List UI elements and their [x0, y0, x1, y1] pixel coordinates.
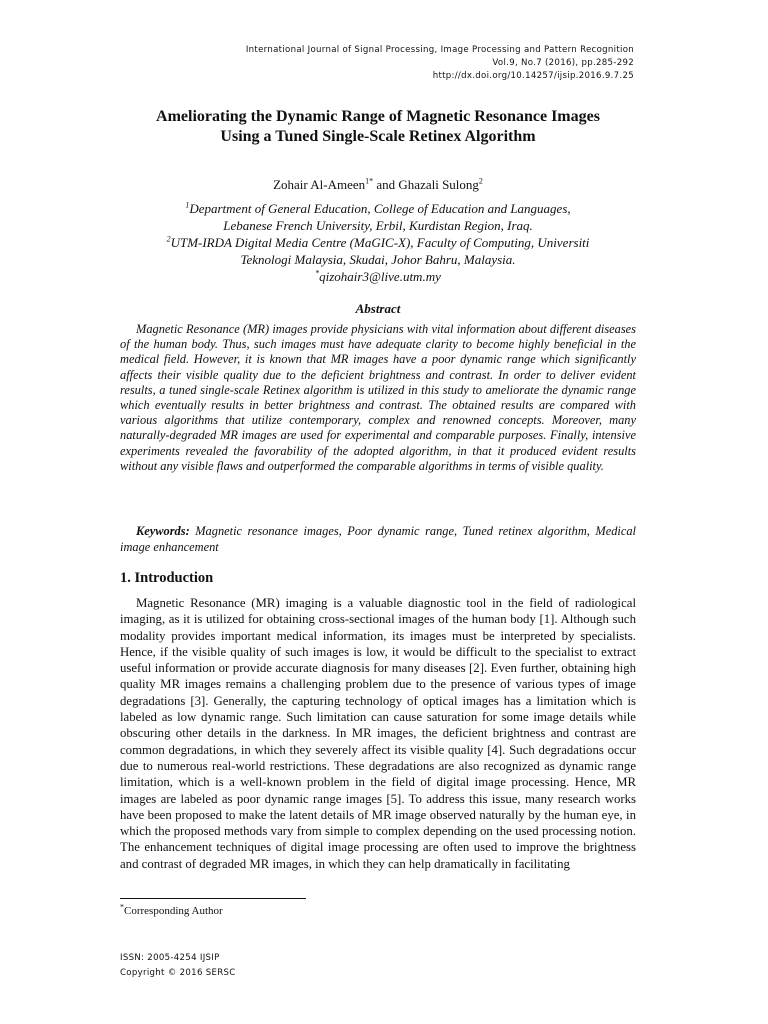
affiliation-2-line-2: Teknologi Malaysia, Skudai, Johor Bahru, Malaysia. — [240, 252, 516, 267]
footnote-divider — [120, 898, 306, 899]
author-list — [120, 176, 636, 194]
keywords-label: Keywords: — [136, 524, 190, 538]
introduction-text: Magnetic Resonance (MR) imaging is a valuable diagnostic tool in the field of radiological imaging, as it is utilized for obtaining cross-sectional images of the human body [1]. Although such modality provides important medical information, its images must be interpreted by specialists. Hence, if the visible quality of such images is low, it would be difficult to the specialist to extract useful information or provide accurate diagnosis for many diseases [2]. Even further, obtaining high quality MR images remains a challenging problem due to the presence of various types of image degradations [3]. Generally, the capturing technology of optical images has a limitation which is labeled as low dynamic range. Such limitation can cause saturation for some image details while obscuring other details in the darkness. In MR images, the deficient brightness and contrast are common degradations, in which they severely affect its visible quality [4]. Such degradations occur due to numerous real-world restrictions. These degradations are also recognized as dynamic range limitation, which is a well-known problem in the field of digital image processing. Hence, MR images are labeled as poor dynamic range images [5]. To address this issue, many research works have been proposed to make the latent details of MR image observed naturally by the human eye, in which the proposed methods vary from simple to complex depending on the used processing notion. The enhancement techniques of digital image processing are often used to improve the brightness and contrast of degraded MR images, in which they can help dramatically in facilitating — [120, 596, 636, 871]
author-2: Ghazali Sulong — [398, 177, 479, 192]
email-mark: * — [315, 268, 320, 278]
issn: ISSN: 2005-4254 IJSIP — [120, 953, 220, 963]
author-2-mark: 2 — [478, 176, 483, 186]
section-heading-introduction: 1. Introduction — [120, 570, 214, 586]
affiliation-1-mark: 1 — [185, 200, 190, 210]
paper-title — [120, 107, 636, 147]
author-1-mark: 1* — [365, 176, 374, 186]
keywords-text: Magnetic resonance images, Poor dynamic range, Tuned retinex algorithm, Medical image enhancement — [120, 524, 636, 554]
journal-header — [246, 44, 634, 83]
author-1: Zohair Al-Ameen — [273, 177, 366, 192]
abstract-heading: Abstract — [355, 301, 401, 316]
keywords — [120, 523, 636, 555]
footnote-text: Corresponding Author — [124, 905, 223, 917]
page-footer — [120, 951, 236, 981]
affiliation-2-mark: 2 — [166, 234, 171, 244]
affiliation-1-line-1: $^1$Department of General Education, College of Education and Languages, — [185, 200, 571, 216]
journal-name: International Journal of Signal Processing, Image Processing and Pattern Recognition — [245, 45, 634, 55]
affiliations — [120, 200, 636, 285]
footnote — [120, 902, 223, 917]
doi-link[interactable]: http://dx.doi.org/10.14257/ijsip.2016.9.7.25 — [432, 71, 634, 81]
affiliation-1-line-2: Lebanese French University, Erbil, Kurdistan Region, Iraq. — [223, 218, 533, 233]
volume-info: Vol.9, No.7 (2016), pp.285-292 — [492, 58, 634, 68]
footnote-mark: * — [120, 902, 124, 912]
affiliation-2-line-1: $^2$UTM-IRDA Digital Media Centre (MaGIC-X), Faculty of Computing, Universiti — [166, 234, 590, 250]
title-line-1: Ameliorating the Dynamic Range of Magnetic Resonance Images — [156, 108, 600, 125]
author-connector: and — [373, 177, 399, 192]
copyright: Copyright © 2016 SERSC — [120, 968, 236, 978]
abstract-text: Magnetic Resonance (MR) images provide physicians with vital information about different diseases of the human body. Thus, such images must have adequate clarity to become highly beneficial in the medical field. However, it is known that MR images have a poor dynamic range which significantly affects their visible quality due to the deficient brightness and contrast. In order to deliver evident results, a tuned single-scale Retinex algorithm is utilized in this study to ameliorate the dynamic range which eventually results in better brightness and contrast. The obtained results are compared with various algorithms that utilize contemporary, complex and renowned concepts. Moreover, many naturally-degraded MR images are used for experimental and comparable purposes. Finally, intensive experiments revealed the favorability of the adopted algorithm, in that it produced evident results without any visible flaws and outperformed the comparable algorithms in terms of visible quality. — [120, 322, 636, 473]
title-line-2: Using a Tuned Single-Scale Retinex Algorithm — [220, 128, 536, 145]
author-email[interactable]: *qizohair3@live.utm.my — [315, 268, 441, 284]
